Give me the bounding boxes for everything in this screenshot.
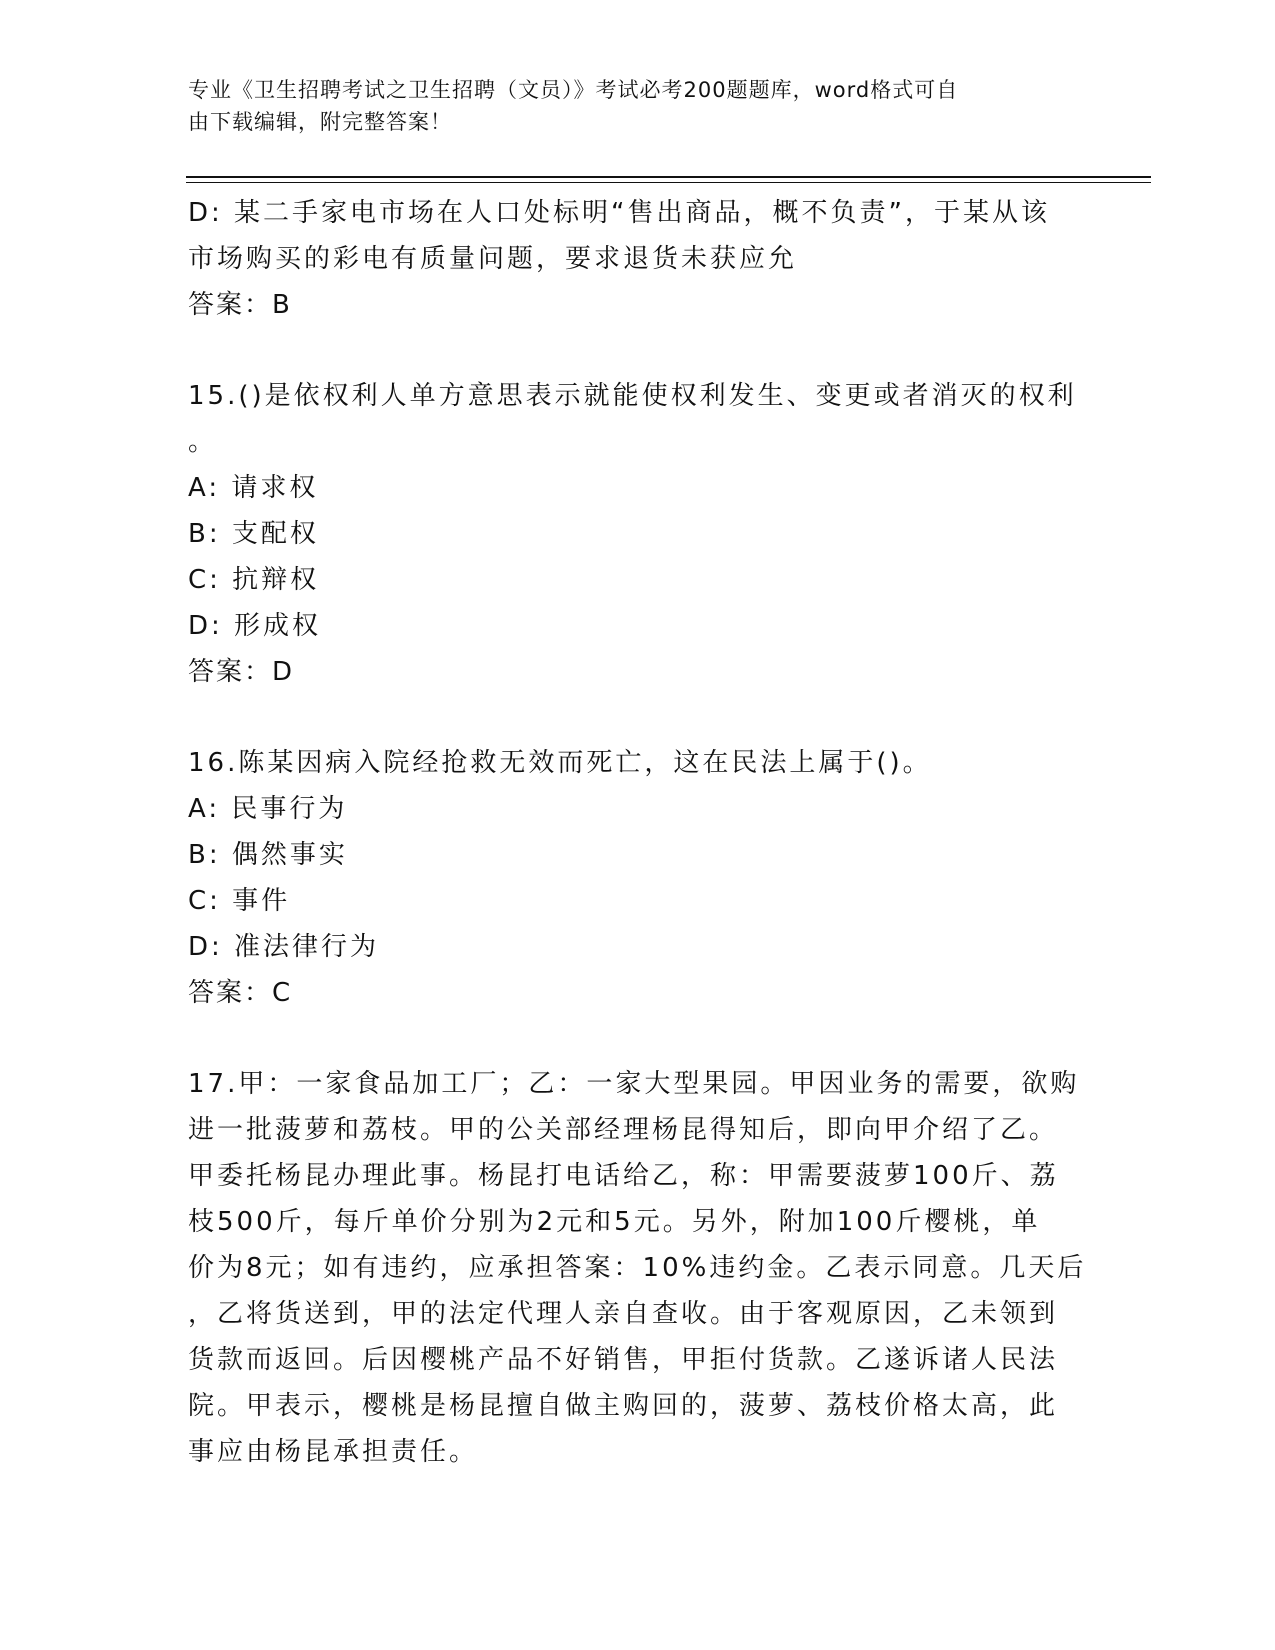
option-b: B: 偶然事实 [188,840,348,870]
option-c: C: 事件 [188,886,291,916]
answer-line: 答案：C [188,978,293,1008]
question-stem-line: 15.()是依权利人单方意思表示就能使权利发生、变更或者消灭的权利 [188,381,1077,411]
question-stem-line: 。 [188,427,218,457]
question-stem-line: 17.甲：一家食品加工厂；乙：一家大型果园。甲因业务的需要，欲购 [188,1069,1080,1099]
header-rule-thin [186,182,1151,183]
question-stem-line: 甲委托杨昆办理此事。杨昆打电话给乙，称：甲需要菠萝100斤、荔 [188,1161,1059,1191]
header-line-2: 由下载编辑，附完整答案！ [188,110,452,134]
spacer [188,1016,1078,1061]
spacer [188,328,1078,373]
question-stem-line: 院。甲表示，樱桃是杨昆擅自做主购回的，菠萝、荔枝价格太高，此 [188,1391,1059,1421]
header-line-1: 专业《卫生招聘考试之卫生招聘（文员）》考试必考200题题库，word格式可自 [188,78,959,102]
option-a: A: 请求权 [188,473,319,503]
option-b: B: 支配权 [188,519,319,549]
option-d-line-2: 市场购买的彩电有质量问题，要求退货未获应允 [188,244,798,274]
question-stem-line: 价为8元；如有违约，应承担答案：10%违约金。乙表示同意。几天后 [188,1253,1087,1283]
question-15 [188,373,1078,695]
question-stem-line: 16.陈某因病入院经抢救无效而死亡，这在民法上属于()。 [188,748,932,778]
question-content [188,190,1087,1475]
question-stem-line: 枝500斤，每斤单价分别为2元和5元。另外，附加100斤樱桃，单 [188,1207,1041,1237]
question-16 [188,740,1078,1016]
question-14-tail [188,190,1078,328]
option-d: D: 形成权 [188,611,322,641]
document-header [188,74,1068,138]
question-stem-line: 货款而返回。后因樱桃产品不好销售，甲拒付货款。乙遂诉诸人民法 [188,1345,1059,1375]
answer-line: 答案：D [188,657,295,687]
option-c: C: 抗辩权 [188,565,320,595]
option-d-line-1: D: 某二手家电市场在人口处标明“售出商品，概不负责”，于某从该 [188,198,1050,228]
answer-line: 答案：B [188,290,292,320]
option-a: A: 民事行为 [188,794,348,824]
question-stem-line: ，乙将货送到，甲的法定代理人亲自查收。由于客观原因，乙未领到 [188,1299,1059,1329]
question-17 [188,1061,1087,1475]
question-stem-line: 事应由杨昆承担责任。 [188,1437,479,1467]
header-rule-thick [186,176,1151,178]
question-stem-line: 进一批菠萝和荔枝。甲的公关部经理杨昆得知后，即向甲介绍了乙。 [188,1115,1059,1145]
spacer [188,695,1078,740]
option-d: D: 准法律行为 [188,932,380,962]
